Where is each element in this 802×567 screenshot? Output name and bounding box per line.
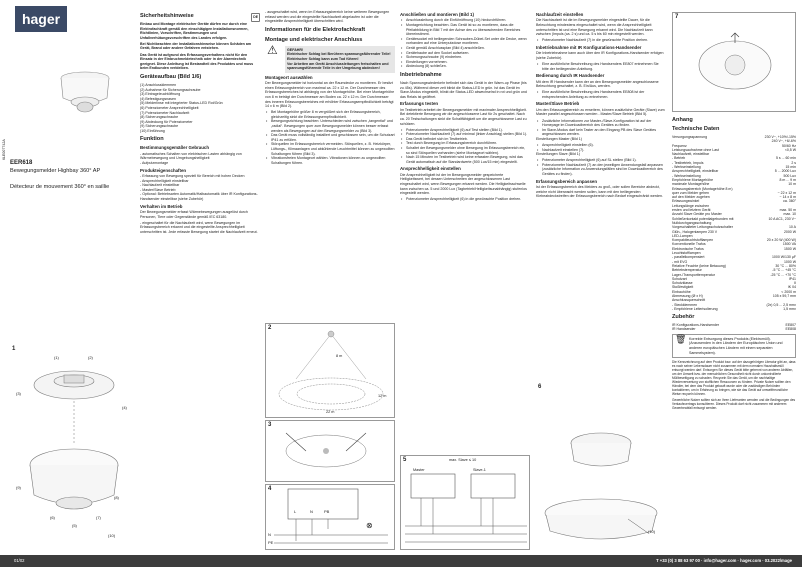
spec-label: Leuchtstofflampen [672,251,701,256]
fig1-label-3: (3) [16,391,21,396]
figure-4 [265,484,395,550]
spec-value: (2x) 0,5 ... 2,5 mm² [766,302,796,307]
spec-value: -5 °C ... +45 °C [772,268,796,273]
ir-item: • Eine ausführliche Beschreibung des Handsenders EE807 entnehmen Sie bitte der beiliegenden Anleitung. [536,62,666,71]
product-title-de: Bewegungsmelder Highbay 360° AP [10,168,101,174]
mount-heading: Montageort auswählen [265,74,313,80]
spec-value: 10 m [788,182,796,187]
column-annex [672,114,796,411]
spec-label: Kompaktleuchtstofflampen [672,238,714,243]
list-item: (7) Potenziometer Nachlaufzeit [140,110,190,115]
ms-sub: Einstellungen Master (Bild 1) [536,136,582,141]
list-item: (6) Potenziometer Ansprechhelligkeit [140,105,199,110]
accessory-label: IR Handsender [672,327,696,332]
accessory-code: EE808 [785,327,796,332]
warning-icon: ⚠ [267,42,278,57]
spec-value: <0,5 W [784,147,796,152]
fig1-label-6: (6) [50,515,55,520]
spec-label: - Testbetrieb, Impuls [672,160,704,165]
spec-value: 50/60 Hz [781,143,796,148]
column-connect [400,10,528,202]
figure-2-number: 2 [268,325,272,331]
spec-label: Anschlussquerschnitt [672,298,706,303]
fig6-label: (10) [648,529,656,534]
accessory-heading: Zubehör [672,314,695,321]
spec-value: 15 min [785,165,796,170]
spec-label: Lager-/Transporttemperatur [672,272,715,277]
spec-label: - Werkseinstellung [672,173,701,178]
threshold-text: Die Ansprechhelligkeit ist der im Bewegungsmelder gespeicherte Helligkeitswert, bei dessen Unterschreiten der angeschlossenen Last eingeschaltet wird, wenn Bewegungen erkannt werden. Die Helligkeitsschwelle kann zwischen ca. 5 und 2000 Lux (Tagbetrieb/Helligkeitsunabhängig) stufenlos eingestellt werden. [400,172,527,196]
intro-text: - ausgeschaltet wird, wenn im Erfassungsbereich keine weiteren Bewegungen erfasst werden und die eingestellte Nachlaufzeit abgelaufen ist oder die eingestellte Ansprechhelligkeit überschritten wird. [265,10,390,24]
function-sub-2: Produkteigenschaften [140,167,187,173]
list-item: (9) Abdeckung für Potenziometer [140,119,193,124]
spec-value: 1500 VA [782,242,796,247]
spec-value: 30 °C ... 80% [775,263,796,268]
disposal-text-4: Gewerbliche Nutzer sollten sich an Ihren Lieferanten wenden und die Bedingungen des Verkaufsvertrags konsultieren. Dieses Produkt darf nicht zusammen mit anderem Gewerbeabfall entsorgt werden. [672,397,796,410]
spec-label: Einbauhöhe [672,289,691,294]
list-item: (5) Melderlinse mit integrierter Status-LED Rot/Grün [140,101,223,106]
spec-value: 20 x 20 W (400 W) [766,238,796,243]
danger-text-3: Vor Arbeiten am Gerät Anschlussleitungen freischalten und spannungsführende Teile in der Umgebung abdecken! [287,61,389,71]
fig4-label-n: N [310,509,313,514]
disposal-text: Korrekte Entsorgung dieses Produkts (Elektromüll). [689,336,771,341]
structure-heading: Geräteaufbau (Bild 1/6) [140,73,202,80]
fig2-dim-width: 12 m [378,394,387,398]
fig1-label-2: (2) [88,355,93,360]
figure-5 [400,455,530,550]
spec-value: IK 04 [787,285,796,290]
disposal-box [672,334,796,358]
figure-6-drawing [536,383,666,550]
connect-item: • Einstellungen vornehmen. [400,60,528,65]
ms-sub-2: Einstellungen Slave (Bild 1) [536,152,580,157]
list-item: - Nachlaufzeit einstellbar [140,183,180,188]
figure-7-drawing [673,13,797,113]
spec-label: Stoßfestigkeit [672,285,694,290]
danger-box [267,42,395,73]
spec-label: Konventionelle Trafos [672,242,706,247]
fig4-rail-pe: PE [268,540,274,545]
spec-label: - parallelkompensiert [672,255,705,260]
figure-4-number: 4 [268,486,272,492]
spec-value: II [794,281,796,286]
table-row [672,307,796,311]
figure-1 [10,345,138,545]
fig1-label-9: (9) [16,485,21,490]
spec-value: ~ 14 x 8 m [779,195,796,200]
mount-text: Der Bewegungsmelder ist horizontal an der Raumdecke zu montieren. Er besitzt einen Erfassungsbereich von maximal ca. 22 x 12 m. Der Durchmesser des Erfassungsbereiches ist abhängig von der Montagehöhe. Bei einer Montagehöhe von 8 m beträgt der Durchmesser am Boden ca. 22 x 12 m. Der Durchmesser des inneren Erfassungsbereiches mit erhöhter Erfassungsempfindlichkeit beträgt 14 x 6 m (Bild 2). [265,81,395,109]
spec-label: - Steckklemmen [672,302,698,307]
figure-3 [265,420,395,482]
spec-label: Betriebstemperatur [672,268,702,273]
threshold-heading: Ansprechhelligkeit einstellen [400,166,461,172]
waste-bin-icon: 🗑 [675,333,687,344]
spec-value: 1000 W/130 µF [771,255,796,260]
spec-value: 2 s [791,160,796,165]
spec-value: 240 V~, +6/-6% [771,139,796,144]
column-install [265,10,395,165]
spec-label: - Werkseinstellung [672,165,701,170]
fig1-label-4: (4) [122,405,127,410]
spec-label: Schließerkontakt potentialgebunden mit Nulldurchgangsschaltung [672,216,734,225]
spec-value: 5 s ... 60 min [775,156,796,161]
behavior-heading: Verhalten im Betrieb [140,203,183,209]
connect-item: • Anschlussleitung durch die Einführöffnung (10) hindurchführen. [400,18,528,23]
figure-6-number: 6 [538,384,542,390]
spec-value: < 2000 m [781,289,796,294]
ms-item: • Zusätzliche Informationen zur Master-/Slave-Konfiguration ist auf der Homepage im Downloadbereich des Gerätes zu finden. [536,119,666,128]
test-item: • Potenziometer Nachlaufzeit (7) auf minimal (linker Anschlag) stellen (Bild 1). [400,132,528,137]
install-subheading: Montage und elektrischer Anschluss [265,36,363,43]
behavior-item: - eingeschaltet für die Nachlaufzeit wird, wenn Bewegungen im Erfassungsbereich erkannt und die eingestellte Ansprechhelligkeit unterschritten ist. Jede erfasste Bewegung startet die Nachlaufzeit erneut. [140,220,258,234]
spec-label: LED-Lampen [672,233,693,238]
fig2-dim-length: 22 m [326,410,335,414]
list-item: (2) Aufnahme für Sicherungsschraube [140,87,201,92]
table-row [672,327,796,331]
spec-value: ca. 360° [783,199,796,204]
connect-item: • Montagerichtung beachten. Das Gerät ist so zu montieren, dass die Pfeilabbildung in Bild 7 mit der Achse des zu überwachenden Bereiches übereinstimmt. [400,23,528,37]
spec-value: -25 °C ... +70 °C [770,272,796,277]
figure-7-number: 7 [675,14,679,20]
safety-text-3: Das Gerät ist aufgrund des Erfassungsverhaltens nicht für den Einsatz in der Einbruchmeldetechnik oder in der Alarmtechnik geeignet. Diese Anleitung ist Bestandteil des Produktes und muss beim Endkunden verbleiben. [140,52,254,71]
connect-item: • Sicherungsschraube (9) eindrehen. [400,55,528,60]
spec-value: 1,5 mm² [783,306,796,311]
commission-text: Nach Spannungswiederkehr befindet sich das Gerät in der Warm-up Phase (bis zu 45s). Während dieser zeit blinkt die Status-LED in grün. Ist das Gerät im Slave-Modus eingestellt, blinkt die Status-LED abwechselnd in rot und grün und das Relais ist geöffnet. [400,80,527,99]
mount-item: • Bewegungsrichtung beachten: Unterschieden wird zwischen „tangential“ und „radial“. Bewegungen quer zum Bewegungsmelder können besser erfasst werden als Bewegungen auf den Bewegungsmelder zu (Bild 3). [265,119,395,133]
fig1-label-5: (5) [72,523,77,528]
install-heading: Informationen für die Elektrofachkraft [265,26,366,33]
spec-value: ~ 22 x 12 m [777,190,796,195]
fig1-label-8: (8) [114,495,119,500]
behavior-text: Der Bewegungsmelder erfasst Wärmebewegungen ausgelöst durch Personen, Tiere oder Gegenstände gemäß IEC 63180. [140,210,248,219]
op-item: • Eine ausführliche Beschreibung des Handsenders EE808 ist der entsprechenden Anleitung zu entnehmen. [536,90,666,99]
spec-value: 10 A [788,225,796,230]
test-item: • Schaltet der Bewegungsmelder ohne Bewegung im Erfassungsbereich ein, so sind Störquellen vorhanden (siehe Montageort wählen). [400,146,528,155]
test-item: • Test durch Bewegung im Erfassungsbereich durchführen. [400,141,528,146]
footer-contact: T +33 (0) 3 88 63 97 00 · info@hager.com · hager.com · 03.2022/mage [656,558,792,563]
spec-value: 105 x 59,7 mm [772,293,796,298]
ms-heading: Master/Slave Betrieb [536,101,580,107]
ir-text: Die Inbetriebnahme kann auch über den IR Konfigurations-Handsender erfolgen (siehe Zubehör). [536,51,664,60]
runtime-heading: Nachlaufzeit einstellen [536,12,584,17]
accessory-label: IR Konfigurations-Handsender [672,323,720,328]
spec-label: Elektronische Trafos [672,246,704,251]
danger-text-2: Elektrischer Schlag kann zum Tod führen! [287,56,359,61]
list-item: (10) Einführung [140,128,165,133]
tech-heading: Technische Daten [672,126,720,132]
spec-label: Schutzklasse [672,281,693,286]
test-heading: Erfassungs testen [400,101,439,107]
lamp-icon: ⊗ [366,521,373,530]
connect-heading: Anschließen und montieren (Bild 1) [400,12,474,17]
runtime-item: • Potenziometer Nachlaufzeit (7) in die gewünschte Position drehen. [536,38,666,43]
brand-logo: hager [15,6,67,32]
spec-label: Relative Feuchte (keine Betauung) [672,263,726,268]
ms-text: Um den Erfassungsbereich zu erweitern, können zusätzliche Geräte (Slave) zum Master parallel angeschlossen werden - Master/Slave Betrieb (Bild 5). [536,107,665,117]
mount-item: • Das Gerät muss vollständig installiert und geschlossen sein, um die Schutzart IP41 zu erfüllen. [265,133,395,142]
accessory-code: EE807 [785,323,796,328]
table-row [672,217,796,226]
fig5-slave: Slave-1 [473,468,486,472]
list-item: - automatisches Schalten von elektrischen Lasten abhängig von Wärmebewegung und Umgebungshelligkeit [140,151,242,161]
ms-item: • Im Slave-Modus darf kein Taster an den Eingang PB des Slave Gerätes angeschlossen werden. [536,128,666,137]
spec-label: Anzahl Slave Geräte pro Master [672,212,722,217]
fig5-master: Master [413,468,425,472]
figure-1-number: 1 [12,346,16,352]
spec-table [672,135,796,311]
figure-5-drawing [401,456,531,551]
list-item: (8) Sicherungsschraube [140,115,179,120]
disposal-text-3: Die Kennzeichnung auf dem Produkt bzw. auf der dazugehörigen Literatur gibt an, dass es nach seiner Lebensdauer nicht zusammen mit dem normalen Haushaltsmüll entsorgt werden darf. Entsorgen Sie dieses Gerät bitte getrennt von anderen Abfällen, um der Umwelt bzw. der menschlichen Gesundheit nicht durch unkontrollierte Müllbeseitigung zu schaden. Recyceln Sie das Gerät, um die nachhaltige Wiederverwertung von stofflichen Ressourcen zu fördern. Private Nutzer sollten den Händler, bei dem das Produkt gekauft wurde oder die zuständigen Behörden kontaktieren, um in Erfahrung zu bringen, wie sie das Gerät auf umweltfreundliche Weise recyceln können. [672,360,796,397]
list-item: (3) Eintrageleuchtöffnung [140,92,181,97]
threshold-item: • Potenziometer Ansprechhelligkeit (6) in die gewünschte Position drehen. [400,197,528,202]
test-item: • Potenziometer Ansprechhelligkeit (6) auf Test stellen (Bild 1). [400,128,528,133]
spec-label: Empfohlene Montagehöhe [672,177,714,182]
fig1-label-10: (10) [108,533,116,538]
language-badge: DE [251,13,260,22]
fig4-rail-n: N [268,532,271,537]
spec-label: Vorgeschalteter Leitungsschutzschalter [672,225,733,230]
list-item: - Erfassung von Bewegung speziell für Bereich mit hohen Decken [140,174,245,179]
spec-label: - mit EVG [672,259,688,264]
figure-3-number: 3 [268,422,272,428]
spec-label: Abmessung (Ø x H) [672,293,703,298]
op-text: Mit dem IR Handsender kann der an den Bewegungsmelder angeschlossene Beleuchtung geschaltet, z. B. Ein/Aus, werden. [536,79,659,89]
list-item: - Optional: Betriebsarten Automatik/Halbautomatik über IR Konfigurations-Handsender einstellbar (siehe Zubehör) [140,192,258,202]
accessory-table [672,323,796,332]
spec-label: Glüh-, Halogenlampen 230 V [672,229,718,234]
spec-value: 5 ... 2000 Lux [774,169,796,174]
op-heading: Bedienung durch IR Handsender [536,73,605,79]
spec-label: Erfassungswinkel [672,199,700,204]
mask-text: Ist der Erfassungsbereich des Melders zu groß, oder sollen Bereiche abdeckt, welche nicht überwacht werden sollen, kann mit den beiliegenden Klebeabdeckstreifen der Erfassungsbereich nach Bedarf eingeschränkt werden. [536,185,664,199]
structure-list [140,83,260,134]
spec-label: Nachlaufzeit, einstellbar [672,152,710,157]
spec-value: 1500 W [783,246,796,251]
page-code: 01/02 [14,558,25,563]
fig1-label-1: (1) [54,355,59,360]
spec-value: IP41 [788,276,796,281]
figure-2 [265,323,395,418]
danger-label: GEFAHR! [287,47,304,52]
spec-value: 500 Lux [783,173,796,178]
list-item: - Ansprechhelligkeit einstellbar [140,178,189,183]
list-item: (4) Befestigungsnasen [140,96,176,101]
list-item: - Master/Slave Betrieb [140,187,176,192]
danger-text-1: Elektrischer Schlag bei Berühren spannungsführender Teile! [287,52,391,57]
column-settings [536,10,666,200]
connect-item: • Gerät gemäß Anschlussplan (Bild 4) anschließen. [400,46,528,51]
function-sub-1: Bestimmungsgemäßer Gebrauch [140,145,210,151]
annex-heading: Anhang [672,117,693,123]
test-item: • Nach 15 Minuten im Testbetrieb wird keine erfassten Bewegung, wird das Gerät automatisch auf die Standardwerte (500 Lux/15 min) eingestellt. [400,155,528,164]
fig4-label-l: L [294,509,297,514]
mount-item: • Störquellen im Erfassungsbereich vermeiden. Störquellen, z. B. Heizkörper, Lüftungs-, Klimaanlagen und abkühlende Leuchtmittel können zu ungewollten Schaltungen führen (Bild 3). [265,142,395,156]
spec-value: 2000 W [783,229,796,234]
ms-item: • Ansprechhelligkeit einstellen (6). [536,143,666,148]
spec-label: Versorgungsspannung [672,135,708,139]
spec-label: maximale Montagehöhe [672,182,710,187]
runtime-text: Die Nachlaufzeit ist die im Bewegungsmelder eingestellte Dauer, für die Beleuchtung mindestens eingeschaltet wird, wenn die Ansprechhelligkeit unterschritten ist und eine Bewegung erkannt wird. Die Nachlaufzeit kann zwischen (Impuls (ca. 2 s) und ca. 5 s bis 60 min eingestellt werden. [536,18,653,37]
figure-1-drawing [10,345,138,545]
connect-item: • Abdeckung (8) schließen. [400,64,528,69]
footer-bar [0,555,802,567]
spec-label: - Betrieb [672,156,686,161]
spec-value: max. 50 m [779,208,796,213]
test-text: Im Testbetrieb arbeitet der Bewegungsmelder mit maximaler Ansprechhelligkeit. Bei detektierte Bewegung wir die angeschlossene Last für 2s geschaltet. Nach ca. 20 Testschaltungen sinkt die Schaltfähigkeit um die angeschlossene Last zu schützen. [400,107,527,126]
connect-item: • Gerätehaube auf den Sockel aufsetzen. [400,51,528,56]
fig2-dim-height: 8 m [336,354,343,358]
column-safety [140,10,260,236]
list-item: - Aufputzmontage [140,161,169,166]
list-item: (1) Anschlussklemmen [140,82,177,87]
list-item: (9) Sicherungsschraube [140,124,179,129]
spec-label: Leistungsaufnahme ohne Last [672,147,719,152]
safety-text-1: Einbau und Montage elektrischer Geräte dürfen nur durch eine Elektrofachkraft gemäß den einschlägigen Installationsnormen, Richtlinien, Vorschriften, Bestimmungen und Unfallverhütungsvorschriften des Landes erfolgen. [140,22,249,40]
spec-value: 230 V~, +10%/-15% [764,135,796,139]
fig4-label-pb: PB [324,509,330,514]
figure-3-drawing [266,421,396,483]
spec-label: Leitungslänge zwischen [672,203,710,208]
spec-label: auf den Melder zugehen [672,195,710,200]
product-title-fr: Détecteur de mouvement 360° en saillie [10,184,110,190]
spec-value: 8 m ... 9 m [779,177,796,182]
spec-label: ersten und letztem Gerät [672,208,711,213]
spec-label: Frequenz [672,143,687,148]
spec-label: - Empfohlene Leiterisolierung [672,306,718,311]
product-code: EER618 [10,160,33,166]
safety-heading: Sicherheitshinweise DE [140,13,260,20]
figure-6 [536,383,666,550]
mask-heading: Erfassungsbereich anpassen [536,178,598,184]
function-heading: Funktion [140,136,164,143]
spec-value: 1000 W [783,259,796,264]
spec-value: 10 A AC1, 230 V~ [768,216,796,221]
fig5-caption: max. Slave ≤ 10 [449,458,477,462]
figure-4-drawing [266,485,396,551]
product-illustration [58,60,112,120]
figure-5-number: 5 [403,457,407,463]
spec-label: Ansprechhelligkeit, einstellbar [672,169,719,174]
side-code: 6LE007742A [2,139,6,160]
ms-item: • Potenziometer Ansprechhelligkeit (6) auf SL stellen (Bild 1). [536,158,666,163]
commission-heading: Inbetriebnahme [400,71,442,78]
safety-text-2: Bei Nichtbeachten der Installationshinweise können Schäden am Gerät, Brand oder andere Gefahren entstehen. [140,41,252,51]
spec-label: Schutzart [672,276,687,281]
fig1-label-7: (7) [96,515,101,520]
connect-item: • Gerätesockel mit beiliegenden Schrauben-Dübel-Set unter die Decke, wenn vorhanden auf eine Unterputzdose montieren. [400,37,528,46]
figure-7 [672,12,796,112]
spec-value: max. 10 [783,212,796,217]
ms-item: • Potenziometer Nachlaufzeit (7) an den jeweiligen Anwendungsfall anpassen (zusätzliche Information zu Anwendungsfällen sind im Downloadbereich des Gerätes zu finden). [536,163,666,177]
test-item: • Das Gerät befindet sich im Testbetrieb. [400,137,528,142]
spec-label: quer zum Melder gehen [672,190,709,195]
spec-label: Erfassungsbereich (Montagehöhe 8 m) [672,186,733,191]
ms-item: • Nachlaufzeit einstellen (7). [536,148,666,153]
figure-2-drawing [266,324,396,419]
disposal-text-2: (Anzuwenden in den Ländern der Europäischen Union und anderen europäischen Ländern mit einem separaten Sammelsystem). [689,341,783,355]
mount-item: • Vibrationsfreien Montageort wählen. Vibrationen können zu ungewollten Schaltungen führen. [265,156,395,165]
ir-heading: Inbetriebnahme mit IR Konfigurations-Handsender [536,44,642,50]
mount-item: • Bei Montagehöhe größer 8 m vergrößert sich der Erfassungsbereich, gleichzeitig sinkt die Erfassungsempfindlichkeit. [265,110,395,119]
